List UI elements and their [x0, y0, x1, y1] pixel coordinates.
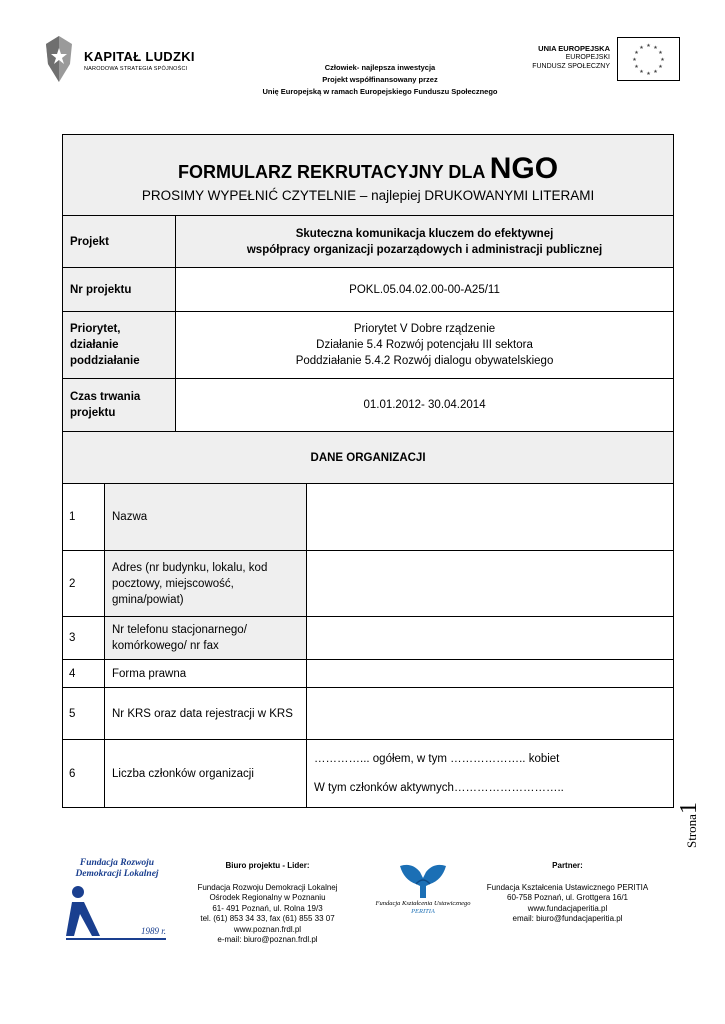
lead-office-line-1: Fundacja Rozwoju Demokracji Lokalnej: [197, 882, 338, 892]
table-row: [63, 484, 674, 551]
page-marker: [676, 790, 706, 850]
row-label-line-2: komórkowego/ nr fax: [112, 640, 219, 652]
partner-email[interactable]: email: biuro@fundacjaperitia.pl: [512, 914, 623, 923]
row-label: Nr KRS oraz data rejestracji w KRS: [105, 688, 307, 740]
priority-line-3: Poddziałanie 5.4.2 Rozwój dialogu obywatelskiego: [295, 355, 554, 367]
project-line-1: Skuteczna komunikacja kluczem do efektywnej: [295, 227, 554, 240]
project-number-label: Nr projektu: [63, 268, 176, 312]
svg-text:★: ★: [646, 71, 651, 77]
page-number: 1: [676, 802, 702, 815]
table-row: [63, 551, 674, 617]
row-number: 5: [63, 688, 105, 740]
form-subtitle: PROSIMY WYPEŁNIĆ CZYTELNIE – najlepiej DRUKOWANYMI LITERAMI: [141, 187, 595, 203]
row-label: [105, 617, 307, 660]
eu-flag-icon: [617, 37, 680, 81]
row-number: 1: [63, 484, 105, 551]
duration-label-1: Czas trwania: [70, 391, 141, 403]
frdl-name-line-2: Demokracji Lokalnej: [75, 869, 159, 879]
form-title-ngo: NGO: [489, 151, 559, 185]
lead-office-line-4: tel. (61) 853 34 33, fax (61) 855 33 07: [200, 914, 335, 923]
header-center-text: [210, 62, 550, 98]
svg-text:★: ★: [632, 57, 637, 63]
peritia-tree-icon: [398, 862, 448, 900]
row-label: Liczba członków organizacji: [105, 740, 307, 808]
duration-label-2: projektu: [70, 407, 116, 419]
priority-value: [176, 312, 674, 379]
frdl-year: 1989 r.: [140, 926, 166, 936]
legal-form-input-field[interactable]: [307, 660, 674, 688]
duration-label: [63, 379, 176, 432]
members-total-line[interactable]: …………... ogółem, w tym ……………….. kobiet: [314, 753, 560, 765]
row-number: 3: [63, 617, 105, 660]
page-marker-text: [676, 802, 703, 848]
table-row: [63, 688, 674, 740]
priority-label-3: poddziałanie: [70, 355, 140, 367]
svg-text:★: ★: [653, 45, 658, 51]
frdl-figure-icon: [66, 884, 106, 940]
row-label: [105, 551, 307, 617]
address-input-field[interactable]: [307, 551, 674, 617]
partner-title: Partner:: [552, 861, 583, 870]
page-marker-label: Strona: [684, 814, 699, 848]
peritia-logo-line-2: PERITIA: [411, 908, 435, 915]
krs-input-field[interactable]: [307, 688, 674, 740]
kapital-ludzki-star-icon: [44, 34, 74, 84]
svg-text:★: ★: [646, 43, 651, 49]
row-number: 6: [63, 740, 105, 808]
kapital-ludzki-title: KAPITAŁ LUDZKI: [84, 49, 195, 64]
project-line-2: współpracy organizacji pozarządowych i administracji publicznej: [246, 243, 603, 256]
form-title: [70, 152, 666, 186]
lead-office-line-2: Ośrodek Regionalny w Poznaniu: [209, 893, 326, 902]
partner-line-2: 60-758 Poznań, ul. Grottgera 16/1: [507, 893, 628, 902]
partner-line-1: Fundacja Kształcenia Ustawicznego PERITIA: [486, 882, 649, 892]
frdl-logo-text: [68, 858, 166, 880]
header-line-3: Unię Europejską w ramach Europejskiego Funduszu Społecznego: [262, 87, 498, 96]
eu-line-3: FUNDUSZ SPOŁECZNY: [532, 63, 610, 70]
svg-text:★: ★: [634, 50, 639, 56]
kapital-ludzki-subtitle: NARODOWA STRATEGIA SPÓJNOŚCI: [84, 66, 188, 72]
peritia-logo: [368, 862, 478, 920]
svg-text:★: ★: [658, 64, 663, 70]
lead-office-line-3: 61- 491 Poznań, ul. Rolna 19/3: [212, 903, 323, 913]
lead-office-email[interactable]: e-mail: biuro@poznan.frdl.pl: [217, 935, 318, 944]
partner-website[interactable]: www.fundacjaperitia.pl: [527, 903, 608, 913]
project-number-value: POKL.05.04.02.00-00-A25/11: [176, 268, 674, 312]
form-title-cell: [63, 135, 674, 216]
section-title: DANE ORGANIZACJI: [63, 432, 674, 484]
eu-line-1: UNIA EUROPEJSKA: [538, 44, 610, 53]
frdl-name-line-1: Fundacja Rozwoju: [79, 858, 155, 868]
svg-text:★: ★: [653, 69, 658, 75]
recruitment-form-table: [62, 134, 674, 808]
duration-value: 01.01.2012- 30.04.2014: [176, 379, 674, 432]
name-input-field[interactable]: [307, 484, 674, 551]
partner-info: [480, 861, 655, 925]
lead-office-title: Biuro projektu - Lider:: [225, 861, 310, 870]
priority-label: [63, 312, 176, 379]
row-label-line-2: pocztowy, miejscowość,: [112, 577, 234, 590]
svg-text:★: ★: [660, 57, 665, 63]
priority-line-2: Działanie 5.4 Rozwój potencjału III sektora: [316, 339, 533, 351]
form-title-text: FORMULARZ REKRUTACYJNY DLA: [178, 161, 485, 182]
peritia-logo-line-1: Fundacja Kształcenia Ustawicznego: [375, 900, 471, 907]
eu-text: [500, 44, 610, 71]
svg-text:★: ★: [639, 45, 644, 51]
phone-input-field[interactable]: [307, 617, 674, 660]
header-line-1: Człowiek- najlepsza inwestycja: [324, 63, 436, 72]
members-active-line[interactable]: W tym członków aktywnych………………………..: [314, 782, 564, 794]
lead-office-info: [190, 861, 345, 946]
priority-line-1: Priorytet V Dobre rządzenie: [353, 323, 496, 335]
table-row: [63, 740, 674, 808]
frdl-logo: [66, 858, 166, 940]
row-number: 2: [63, 551, 105, 617]
eu-line-2: EUROPEJSKI: [565, 54, 610, 61]
row-label-line-1: Adres (nr budynku, lokalu, kod: [112, 561, 268, 574]
frdl-underline: [66, 938, 166, 940]
row-label: Nazwa: [105, 484, 307, 551]
project-value: [176, 216, 674, 268]
priority-label-1: Priorytet,: [70, 323, 121, 335]
priority-label-2: działanie: [70, 339, 119, 351]
table-row: [63, 617, 674, 660]
header-line-2: Projekt współfinansowany przez: [322, 75, 438, 84]
table-row: [63, 660, 674, 688]
row-label-line-3: gmina/powiat): [112, 593, 184, 606]
svg-text:★: ★: [634, 64, 639, 70]
members-input-field[interactable]: [307, 740, 674, 808]
svg-text:★: ★: [639, 69, 644, 75]
row-label-line-1: Nr telefonu stacjonarnego/: [112, 624, 247, 636]
row-label: Forma prawna: [105, 660, 307, 688]
lead-office-website[interactable]: www.poznan.frdl.pl: [233, 924, 302, 934]
project-label: Projekt: [63, 216, 176, 268]
row-number: 4: [63, 660, 105, 688]
kapital-ludzki-logo: [44, 34, 204, 84]
svg-text:★: ★: [658, 50, 663, 56]
peritia-logo-text: [368, 900, 478, 916]
